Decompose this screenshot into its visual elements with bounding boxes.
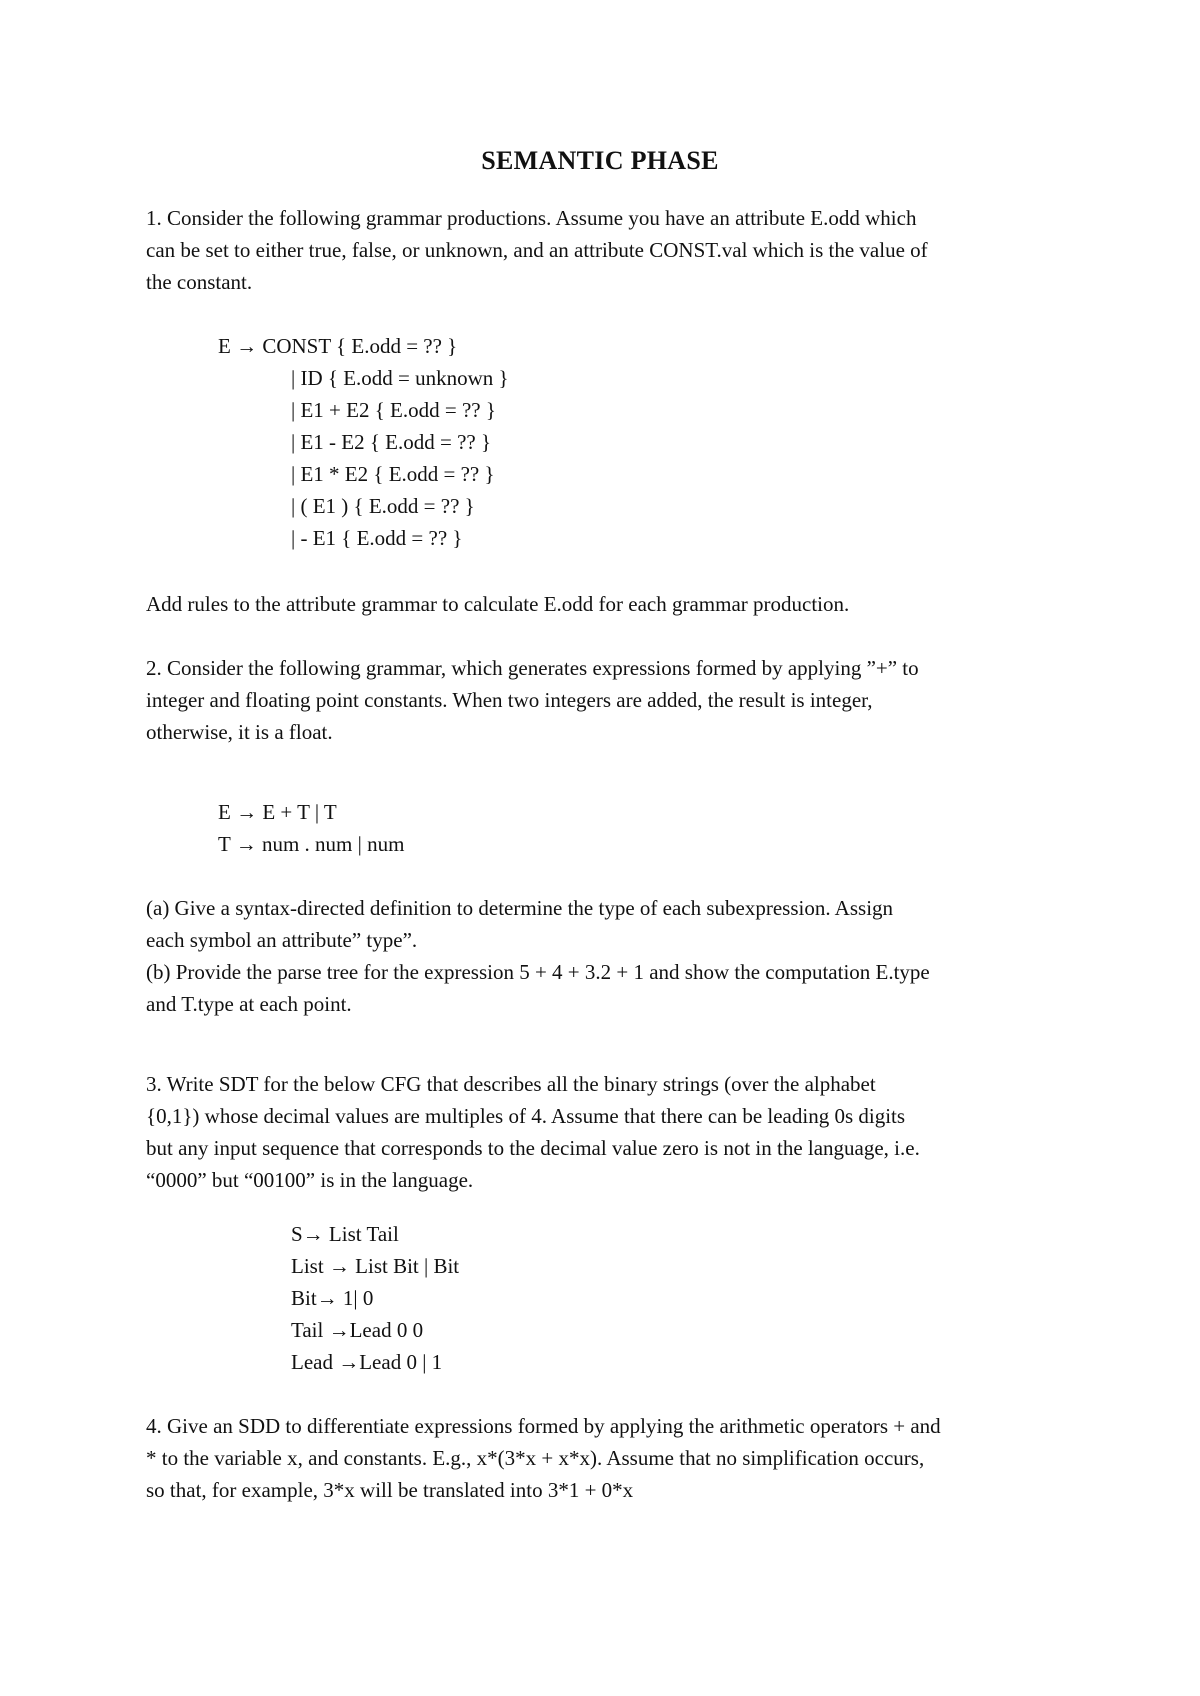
q2-text-line: integer and floating point constants. When two integers are added, the result is integer,	[146, 688, 873, 712]
q4-text-line: so that, for example, 3*x will be translated into 3*1 + 0*x	[146, 1478, 634, 1502]
q3-text-line: 3. Write SDT for the below CFG that describes all the binary strings (over the alphabet	[146, 1072, 876, 1096]
q1-grammar-production: | E1 + E2 { E.odd = ?? }	[291, 398, 496, 422]
page-title: SEMANTIC PHASE	[481, 146, 719, 175]
q1-grammar-production: | E1 * E2 { E.odd = ?? }	[291, 462, 495, 486]
q1-text-line: 1. Consider the following grammar productions. Assume you have an attribute E.odd which	[146, 206, 917, 230]
q3-text-line: {0,1}) whose decimal values are multiples of 4. Assume that there can be leading 0s digits	[146, 1104, 906, 1128]
q1-grammar-production: | ( E1 ) { E.odd = ?? }	[291, 494, 475, 518]
q3-grammar-production: Lead →Lead 0 | 1	[291, 1350, 443, 1374]
q2-part-line: (a) Give a syntax-directed definition to determine the type of each subexpression. Assign	[146, 896, 894, 920]
q1-grammar-production: E → CONST { E.odd = ?? }	[218, 334, 458, 358]
q3-text-line: but any input sequence that corresponds to the decimal value zero is not in the language, i.e.	[146, 1136, 920, 1160]
q3-text-line: “0000” but “00100” is in the language.	[146, 1168, 474, 1192]
q3-grammar-production: S→ List Tail	[291, 1222, 399, 1246]
q3-grammar-production: Bit→ 1| 0	[291, 1286, 374, 1310]
q3-grammar-production: List → List Bit | Bit	[291, 1254, 460, 1278]
q2-text-line: otherwise, it is a float.	[146, 720, 333, 744]
q4-text-line: * to the variable x, and constants. E.g., x*(3*x + x*x). Assume that no simplification occurs,	[146, 1446, 925, 1470]
q1-text-line: can be set to either true, false, or unknown, and an attribute CONST.val which is the value of	[146, 238, 928, 262]
q2-text-line: 2. Consider the following grammar, which generates expressions formed by applying ”+” to	[146, 656, 919, 680]
q2-part-line: each symbol an attribute” type”.	[146, 928, 418, 952]
q1-text-line: the constant.	[146, 270, 253, 294]
q3-grammar-production: Tail →Lead 0 0	[291, 1318, 424, 1342]
q4-text-line: 4. Give an SDD to differentiate expressions formed by applying the arithmetic operators + and	[146, 1414, 941, 1438]
q1-grammar-production: | ID { E.odd = unknown }	[291, 366, 509, 390]
q2-part-line: (b) Provide the parse tree for the expression 5 + 4 + 3.2 + 1 and show the computation E.type	[146, 960, 930, 984]
q2-grammar-production: E → E + T | T	[218, 800, 337, 824]
q1-grammar-production: | - E1 { E.odd = ?? }	[291, 526, 463, 550]
q2-grammar-production: T → num . num | num	[218, 832, 405, 856]
q2-part-line: and T.type at each point.	[146, 992, 352, 1016]
q1-task: Add rules to the attribute grammar to calculate E.odd for each grammar production.	[146, 592, 850, 616]
q1-grammar-production: | E1 - E2 { E.odd = ?? }	[291, 430, 492, 454]
